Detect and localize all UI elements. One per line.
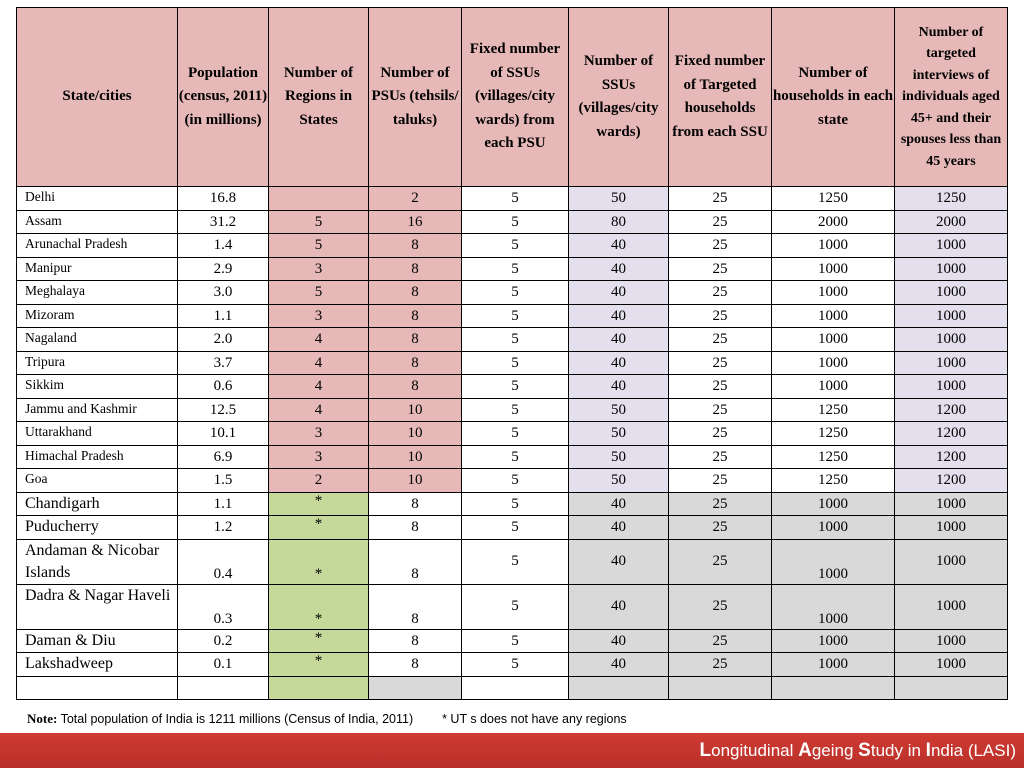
regions-cell: 4 [269, 351, 369, 375]
interviews-cell: 1000 [895, 492, 1008, 516]
state-cell: Delhi [17, 187, 178, 211]
footer-title-cap: S [858, 740, 871, 761]
interviews-cell: 1250 [895, 187, 1008, 211]
interviews-cell: 1000 [895, 328, 1008, 352]
households-per-ssu-cell: 25 [669, 375, 772, 399]
fixed-ssus-cell: 5 [462, 281, 569, 305]
footer-title-rest: geing [811, 741, 859, 760]
households-per-ssu-cell: 25 [669, 422, 772, 446]
population-cell: 12.5 [178, 398, 269, 422]
households-cell: 1250 [772, 422, 895, 446]
table-row [17, 584, 1008, 629]
psus-cell: 10 [369, 469, 462, 493]
households-cell: 1000 [772, 539, 895, 584]
fixed-ssus-cell: 5 [462, 516, 569, 540]
population-cell: 31.2 [178, 210, 269, 234]
regions-cell: * [269, 492, 369, 516]
state-cell: Mizoram [17, 304, 178, 328]
interviews-cell: 1000 [895, 257, 1008, 281]
households-cell: 1250 [772, 469, 895, 493]
fixed-ssus-cell: 5 [462, 375, 569, 399]
households-cell: 1000 [772, 492, 895, 516]
state-cell: Andaman & Nicobar Islands [17, 539, 178, 584]
table-row [17, 281, 1008, 305]
households-per-ssu-cell: 25 [669, 653, 772, 677]
psus-cell: 10 [369, 445, 462, 469]
state-cell: Nagaland [17, 328, 178, 352]
footer-title-rest: ndia (LASI) [930, 741, 1016, 760]
regions-cell: * [269, 539, 369, 584]
table-row [17, 234, 1008, 258]
population-cell: 3.7 [178, 351, 269, 375]
fixed-ssus-cell: 5 [462, 584, 569, 629]
population-cell: 10.1 [178, 422, 269, 446]
regions-cell [269, 676, 369, 700]
ssus-cell: 40 [569, 375, 669, 399]
ssus-cell: 40 [569, 516, 669, 540]
population-cell: 0.1 [178, 653, 269, 677]
footer-bar [0, 733, 1024, 768]
households-cell: 1000 [772, 257, 895, 281]
ssus-cell: 50 [569, 398, 669, 422]
ssus-cell: 50 [569, 187, 669, 211]
regions-cell: 2 [269, 469, 369, 493]
fixed-ssus-cell: 5 [462, 398, 569, 422]
interviews-cell: 1000 [895, 304, 1008, 328]
ssus-cell: 50 [569, 445, 669, 469]
regions-cell [269, 187, 369, 211]
ssus-cell: 40 [569, 584, 669, 629]
households-per-ssu-cell: 25 [669, 234, 772, 258]
state-cell: Sikkim [17, 375, 178, 399]
note-text: Total population of India is 1211 millions (Census of India, 2011) [60, 712, 414, 726]
state-cell [17, 676, 178, 700]
interviews-cell: 1200 [895, 398, 1008, 422]
table-row [17, 539, 1008, 584]
fixed-ssus-cell: 5 [462, 629, 569, 653]
ssus-cell: 40 [569, 234, 669, 258]
table-row [17, 257, 1008, 281]
households-per-ssu-cell: 25 [669, 351, 772, 375]
households-per-ssu-cell: 25 [669, 492, 772, 516]
regions-cell: 5 [269, 210, 369, 234]
households-cell: 1250 [772, 398, 895, 422]
population-cell: 1.1 [178, 304, 269, 328]
population-cell: 1.2 [178, 516, 269, 540]
psus-cell: 8 [369, 234, 462, 258]
ssus-cell: 40 [569, 653, 669, 677]
regions-cell: * [269, 653, 369, 677]
state-cell: Himachal Pradesh [17, 445, 178, 469]
regions-cell: 4 [269, 328, 369, 352]
fixed-ssus-cell: 5 [462, 445, 569, 469]
header-population: Population (census, 2011) (in millions) [178, 8, 269, 187]
households-per-ssu-cell: 25 [669, 257, 772, 281]
ssus-cell: 40 [569, 351, 669, 375]
interviews-cell: 1000 [895, 629, 1008, 653]
households-cell: 1000 [772, 375, 895, 399]
state-cell: Manipur [17, 257, 178, 281]
table-row [17, 653, 1008, 677]
households-cell: 1000 [772, 584, 895, 629]
population-cell: 0.3 [178, 584, 269, 629]
regions-cell: 3 [269, 304, 369, 328]
ssus-cell: 40 [569, 539, 669, 584]
regions-cell: 3 [269, 422, 369, 446]
header-regions: Number of Regions in States [269, 8, 369, 187]
population-cell: 2.0 [178, 328, 269, 352]
header-ssus: Number of SSUs (villages/city wards) [569, 8, 669, 187]
households-cell: 1000 [772, 629, 895, 653]
households-per-ssu-cell: 25 [669, 398, 772, 422]
households-cell [772, 676, 895, 700]
households-cell: 1000 [772, 304, 895, 328]
regions-cell: 3 [269, 445, 369, 469]
state-cell: Puducherry [17, 516, 178, 540]
table-row [17, 328, 1008, 352]
fixed-ssus-cell: 5 [462, 351, 569, 375]
footnote [27, 711, 627, 727]
header-state: State/cities [17, 8, 178, 187]
interviews-cell: 1200 [895, 422, 1008, 446]
psus-cell: 8 [369, 584, 462, 629]
population-cell: 1.5 [178, 469, 269, 493]
footer-title-cap: L [699, 740, 712, 761]
households-per-ssu-cell: 25 [669, 304, 772, 328]
regions-cell: * [269, 629, 369, 653]
psus-cell: 8 [369, 516, 462, 540]
households-cell: 1000 [772, 653, 895, 677]
footer-title-rest: ongitudinal [711, 741, 799, 760]
households-per-ssu-cell: 25 [669, 210, 772, 234]
regions-cell: 4 [269, 398, 369, 422]
interviews-cell: 1000 [895, 234, 1008, 258]
footer-title-cap: A [798, 740, 812, 761]
footer-title [700, 740, 1016, 762]
psus-cell: 8 [369, 629, 462, 653]
interviews-cell: 1000 [895, 539, 1008, 584]
fixed-ssus-cell: 5 [462, 328, 569, 352]
fixed-ssus-cell: 5 [462, 422, 569, 446]
households-cell: 1000 [772, 234, 895, 258]
psus-cell: 8 [369, 492, 462, 516]
interviews-cell: 1000 [895, 516, 1008, 540]
regions-cell: 5 [269, 281, 369, 305]
households-cell: 1000 [772, 281, 895, 305]
population-cell: 0.6 [178, 375, 269, 399]
state-cell: Dadra & Nagar Haveli [17, 584, 178, 629]
table-row [17, 422, 1008, 446]
state-cell: Chandigarh [17, 492, 178, 516]
households-cell: 1250 [772, 445, 895, 469]
ssus-cell: 40 [569, 304, 669, 328]
table-row [17, 375, 1008, 399]
state-cell: Arunachal Pradesh [17, 234, 178, 258]
header-interviews: Number of targeted interviews of individuals aged 45+ and their spouses less than 45 years [895, 8, 1008, 187]
fixed-ssus-cell: 5 [462, 469, 569, 493]
households-per-ssu-cell: 25 [669, 629, 772, 653]
psus-cell: 16 [369, 210, 462, 234]
ssus-cell: 40 [569, 629, 669, 653]
households-cell: 1000 [772, 351, 895, 375]
households-cell: 1000 [772, 328, 895, 352]
table-row [17, 187, 1008, 211]
regions-cell: 3 [269, 257, 369, 281]
ssus-cell: 40 [569, 257, 669, 281]
households-per-ssu-cell: 25 [669, 516, 772, 540]
regions-cell: 5 [269, 234, 369, 258]
table-row [17, 445, 1008, 469]
table-row [17, 398, 1008, 422]
fixed-ssus-cell: 5 [462, 653, 569, 677]
table-row [17, 210, 1008, 234]
households-per-ssu-cell: 25 [669, 328, 772, 352]
interviews-cell [895, 676, 1008, 700]
fixed-ssus-cell: 5 [462, 187, 569, 211]
psus-cell: 8 [369, 328, 462, 352]
households-per-ssu-cell: 25 [669, 539, 772, 584]
footer-title-rest: tudy in [870, 741, 926, 760]
table-row [17, 469, 1008, 493]
psus-cell [369, 676, 462, 700]
ssus-cell [569, 676, 669, 700]
households-per-ssu-cell: 25 [669, 187, 772, 211]
fixed-ssus-cell: 5 [462, 492, 569, 516]
table-row [17, 304, 1008, 328]
households-per-ssu-cell: 25 [669, 469, 772, 493]
households-per-ssu-cell: 25 [669, 445, 772, 469]
interviews-cell: 1000 [895, 584, 1008, 629]
households-cell: 1000 [772, 516, 895, 540]
interviews-cell: 1000 [895, 351, 1008, 375]
state-cell: Meghalaya [17, 281, 178, 305]
header-households: Number of households in each state [772, 8, 895, 187]
psus-cell: 8 [369, 304, 462, 328]
population-cell: 16.8 [178, 187, 269, 211]
population-cell: 6.9 [178, 445, 269, 469]
regions-cell: * [269, 516, 369, 540]
state-cell: Jammu and Kashmir [17, 398, 178, 422]
footer-title-cap: I [925, 740, 931, 761]
state-cell: Uttarakhand [17, 422, 178, 446]
fixed-ssus-cell [462, 676, 569, 700]
state-cell: Tripura [17, 351, 178, 375]
psus-cell: 8 [369, 375, 462, 399]
table-row [17, 492, 1008, 516]
interviews-cell: 1000 [895, 375, 1008, 399]
psus-cell: 8 [369, 351, 462, 375]
population-cell: 1.1 [178, 492, 269, 516]
households-cell: 2000 [772, 210, 895, 234]
table-row [17, 629, 1008, 653]
total-row [17, 676, 1008, 700]
ssus-cell: 80 [569, 210, 669, 234]
ssus-cell: 40 [569, 281, 669, 305]
regions-cell: * [269, 584, 369, 629]
psus-cell: 8 [369, 281, 462, 305]
households-per-ssu-cell: 25 [669, 281, 772, 305]
psus-cell: 8 [369, 257, 462, 281]
fixed-ssus-cell: 5 [462, 210, 569, 234]
header-fixed-ssus: Fixed number of SSUs (villages/city wards) from each PSU [462, 8, 569, 187]
fixed-ssus-cell: 5 [462, 234, 569, 258]
fixed-ssus-cell: 5 [462, 304, 569, 328]
fixed-ssus-cell: 5 [462, 539, 569, 584]
population-cell: 0.4 [178, 539, 269, 584]
header-row [17, 8, 1008, 187]
ssus-cell: 50 [569, 422, 669, 446]
population-cell: 3.0 [178, 281, 269, 305]
psus-cell: 8 [369, 653, 462, 677]
regions-cell: 4 [269, 375, 369, 399]
state-cell: Daman & Diu [17, 629, 178, 653]
households-cell: 1250 [772, 187, 895, 211]
fixed-ssus-cell: 5 [462, 257, 569, 281]
note-label: Note: [27, 711, 58, 726]
interviews-cell: 1200 [895, 469, 1008, 493]
header-psus: Number of PSUs (tehsils/ taluks) [369, 8, 462, 187]
state-cell: Lakshadweep [17, 653, 178, 677]
header-households-per-ssu: Fixed number of Targeted households from each SSU [669, 8, 772, 187]
sampling-table [16, 7, 1008, 700]
table-row [17, 351, 1008, 375]
ssus-cell: 50 [569, 469, 669, 493]
note-ut-text: * UT s does not have any regions [442, 712, 627, 726]
psus-cell: 8 [369, 539, 462, 584]
state-cell: Goa [17, 469, 178, 493]
psus-cell: 2 [369, 187, 462, 211]
population-cell: 2.9 [178, 257, 269, 281]
households-per-ssu-cell: 25 [669, 584, 772, 629]
state-cell: Assam [17, 210, 178, 234]
population-cell: 0.2 [178, 629, 269, 653]
ssus-cell: 40 [569, 492, 669, 516]
interviews-cell: 1200 [895, 445, 1008, 469]
ssus-cell: 40 [569, 328, 669, 352]
population-cell: 1.4 [178, 234, 269, 258]
population-cell [178, 676, 269, 700]
psus-cell: 10 [369, 422, 462, 446]
interviews-cell: 1000 [895, 653, 1008, 677]
table-row [17, 516, 1008, 540]
households-per-ssu-cell [669, 676, 772, 700]
interviews-cell: 1000 [895, 281, 1008, 305]
psus-cell: 10 [369, 398, 462, 422]
interviews-cell: 2000 [895, 210, 1008, 234]
